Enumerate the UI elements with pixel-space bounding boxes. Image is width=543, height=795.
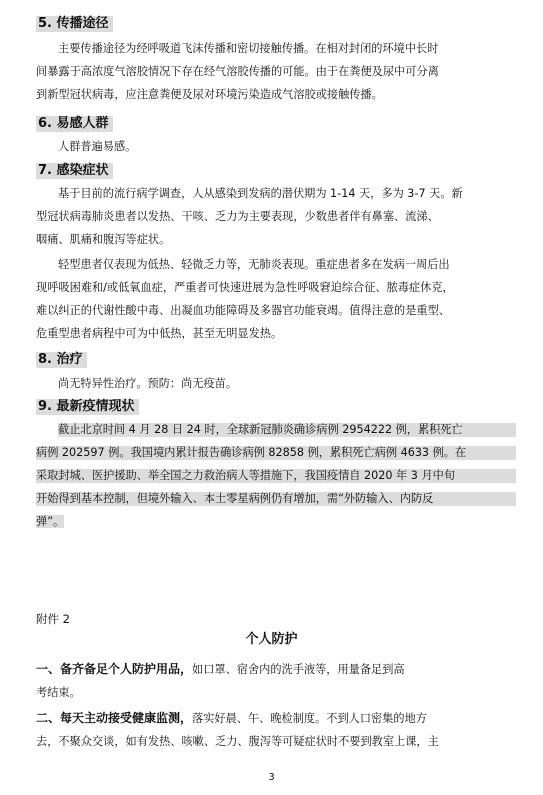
body-line: 病例 202597 例。我国境内累计报告确诊病例 82858 例，累积死亡病例 4633 例。在 bbox=[36, 446, 516, 460]
body-line: 开始得到基本控制，但境外输入、本土零星病例仍有增加，需“外防输入、内防反 bbox=[36, 492, 516, 506]
protection-point-1-text: 如口罩、宿舍内的洗手液等，用量备足到高 bbox=[192, 663, 405, 676]
body-line: 基于目前的流行病学调查，人从感染到发病的潜伏期为 1-14 天，多为 3-7 天。新 bbox=[58, 187, 463, 200]
protection-point-2-cont: 去，不聚众交谈，如有发热、咳嗽、乏力、腹泻等可疑症状时不要到教室上课，主 bbox=[36, 735, 439, 748]
page-number: 3 bbox=[268, 772, 275, 783]
annex-title: 个人防护 bbox=[245, 632, 298, 647]
body-line: 现呼吸困难和/或低氧血症，严重者可快速进展为急性呼吸窘迫综合征、脓毒症休克， bbox=[36, 281, 454, 294]
body-line: 到新型冠状病毒，应注意粪便及尿对环境污染造成气溶胶或接触传播。 bbox=[36, 88, 383, 101]
section-heading-treatment: 8. 治疗 bbox=[36, 352, 87, 368]
body-line: 难以纠正的代谢性酸中毒、出凝血功能障碍及多器官功能衰竭。值得注意的是重型、 bbox=[36, 304, 450, 317]
body-line bbox=[36, 515, 64, 529]
protection-point-1-cont: 考结束。 bbox=[36, 686, 81, 699]
annex-label: 附件 2 bbox=[36, 612, 70, 626]
body-line: 人群普遍易感。 bbox=[58, 140, 137, 153]
body-line: 咽痛、肌痛和腹泻等症状。 bbox=[36, 233, 171, 246]
body-line: 间暴露于高浓度气溶胶情况下存在经气溶胶传播的可能。由于在粪便及尿中可分离 bbox=[36, 65, 439, 78]
body-line: 型冠状病毒肺炎患者以发热、干咳、乏力为主要表现，少数患者伴有鼻塞、流涕、 bbox=[36, 210, 439, 223]
protection-point-2-lead: 二、每天主动接受健康监测， bbox=[36, 711, 193, 725]
section-heading-epidemic-status: 9. 最新疫情现状 bbox=[36, 399, 139, 415]
protection-point-1-lead: 一、备齐备足个人防护用品， bbox=[36, 662, 193, 676]
body-line: 截止北京时间 4 月 28 日 24 时，全球新冠肺炎确诊病例 2954222 例，累积死亡 bbox=[58, 423, 516, 437]
section-heading-susceptible: 6. 易感人群 bbox=[36, 116, 113, 132]
section-heading-transmission: 5. 传播途径 bbox=[36, 16, 113, 32]
body-line: 轻型患者仅表现为低热、轻微乏力等，无肺炎表现。重症患者多在发病一周后出 bbox=[58, 258, 450, 271]
body-line: 危重型患者病程中可为中低热，甚至无明显发热。 bbox=[36, 327, 283, 340]
body-line: 尚无特异性治疗。预防：尚无疫苗。 bbox=[58, 377, 238, 390]
protection-point-2-text: 落实好晨、午、晚检制度。不到人口密集的地方 bbox=[192, 712, 427, 725]
body-line: 采取封城、医护援助、举全国之力救治病人等措施下，我国疫情自 2020 年 3 月中旬 bbox=[36, 469, 516, 483]
body-line-tail: 弹”。 bbox=[36, 515, 65, 528]
protection-point-1 bbox=[36, 662, 516, 677]
protection-point-2 bbox=[36, 711, 516, 726]
body-line: 主要传播途径为经呼吸道飞沫传播和密切接触传播。在相对封闭的环境中长时 bbox=[58, 42, 439, 55]
section-heading-symptoms: 7. 感染症状 bbox=[36, 163, 113, 179]
